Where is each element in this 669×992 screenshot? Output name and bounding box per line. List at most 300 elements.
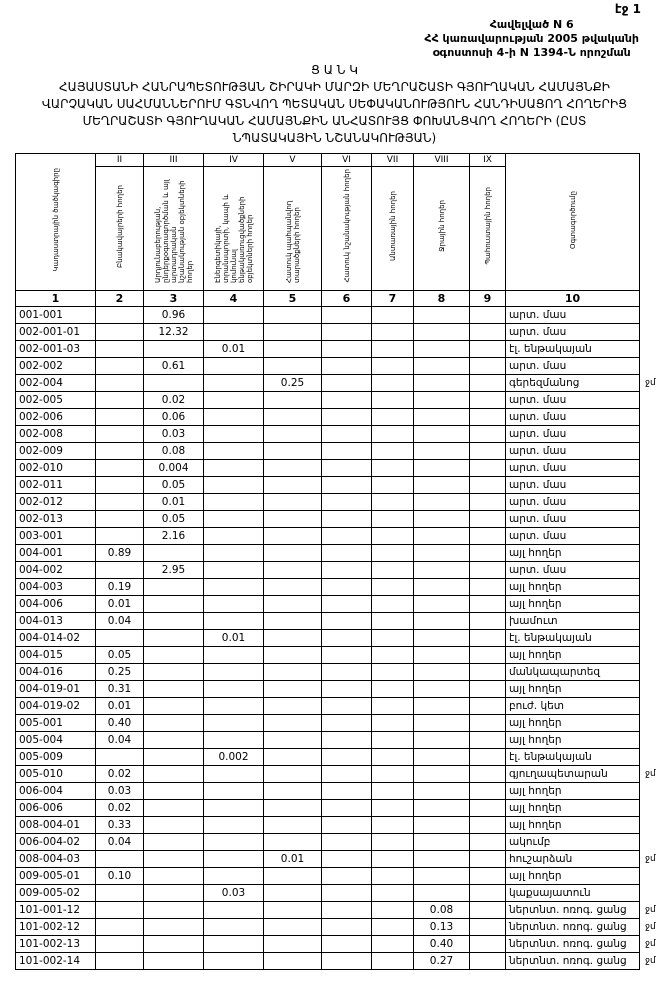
area-value — [264, 426, 322, 443]
area-value — [144, 936, 204, 953]
area-value: 0.13 — [414, 919, 470, 936]
table-row — [16, 749, 640, 766]
land-use: այլ հողեր — [506, 732, 640, 749]
area-value — [414, 341, 470, 358]
area-value — [264, 596, 322, 613]
area-value — [144, 732, 204, 749]
area-value — [322, 426, 372, 443]
column-header: Բնակավայրերի հողեր — [115, 184, 124, 268]
area-value — [96, 749, 144, 766]
column-header-cell — [96, 167, 144, 291]
area-value — [470, 919, 506, 936]
table-row — [16, 783, 640, 800]
area-value — [414, 834, 470, 851]
area-value — [144, 664, 204, 681]
area-value — [96, 443, 144, 460]
area-value — [372, 341, 414, 358]
area-value — [470, 766, 506, 783]
area-value: 0.25 — [96, 664, 144, 681]
cadastral-code: 101-002-12 — [16, 919, 96, 936]
land-use: արտ. մաս — [506, 494, 640, 511]
land-use: այլ հողեր — [506, 647, 640, 664]
area-value — [264, 834, 322, 851]
roman-numeral: IX — [470, 154, 506, 167]
cadastral-code: 002-001-01 — [16, 324, 96, 341]
table-row — [16, 936, 640, 953]
area-value — [204, 511, 264, 528]
area-value — [322, 409, 372, 426]
cadastral-code: 002-004 — [16, 375, 96, 392]
area-value — [372, 851, 414, 868]
area-value — [372, 664, 414, 681]
title-line: ՆՊԱՏԱԿԱՅԻՆ ՆՇԱՆԱԿՈՒԹՅԱՆ) — [232, 131, 437, 145]
area-value — [264, 664, 322, 681]
land-use: մանկապարտեզ — [506, 664, 640, 681]
area-value — [264, 919, 322, 936]
area-value — [264, 443, 322, 460]
area-value — [96, 851, 144, 868]
land-use: արտ. մաս — [506, 477, 640, 494]
area-value — [144, 341, 204, 358]
land-use: հուշարձան — [506, 851, 640, 868]
area-value — [204, 307, 264, 324]
land-use: արտ. մաս — [506, 528, 640, 545]
column-number: 4 — [204, 291, 264, 307]
area-value — [322, 868, 372, 885]
table-row — [16, 392, 640, 409]
area-value — [264, 800, 322, 817]
area-value — [322, 647, 372, 664]
area-value — [372, 834, 414, 851]
column-header: Հատուկ պահպանվող տարածքների հողեր — [284, 200, 301, 283]
area-value — [322, 698, 372, 715]
area-value — [144, 783, 204, 800]
area-value — [322, 885, 372, 902]
area-value — [372, 460, 414, 477]
area-value — [470, 511, 506, 528]
table-row — [16, 375, 640, 392]
title-line: Ց Ա Ն Կ — [310, 63, 359, 77]
area-value — [322, 613, 372, 630]
area-value — [204, 834, 264, 851]
area-value — [372, 715, 414, 732]
area-value — [372, 579, 414, 596]
area-value: 0.05 — [144, 511, 204, 528]
land-use: արտ. մաս — [506, 511, 640, 528]
area-value — [264, 885, 322, 902]
land-use: այլ հողեր — [506, 545, 640, 562]
land-use: արտ. մաս — [506, 392, 640, 409]
column-number: 8 — [414, 291, 470, 307]
area-value — [204, 698, 264, 715]
area-value — [204, 443, 264, 460]
area-value — [414, 324, 470, 341]
area-value: 2.95 — [144, 562, 204, 579]
area-value — [204, 715, 264, 732]
title-line: ՀԱՅԱՍՏԱՆԻ ՀԱՆՐԱՊԵՏՈՒԹՅԱՆ ՇԻՐԱԿԻ ՄԱՐԶԻ ՄԵՂՐԱՇԱՏԻ ԳՅՈՒՂԱԿԱՆ ՀԱՄԱՅՆՔԻ — [59, 80, 610, 94]
area-value — [470, 953, 506, 970]
land-use: այլ հողեր — [506, 800, 640, 817]
area-value — [144, 375, 204, 392]
area-value — [204, 596, 264, 613]
area-value — [96, 426, 144, 443]
area-value — [470, 494, 506, 511]
area-value: 0.01 — [204, 341, 264, 358]
land-use: այլ հողեր — [506, 868, 640, 885]
annex-line: Հավելված N 6 — [489, 18, 574, 31]
margin-mark: ջմ — [645, 853, 656, 864]
area-value — [372, 392, 414, 409]
area-value — [322, 936, 372, 953]
cadastral-code: 002-010 — [16, 460, 96, 477]
area-value — [372, 562, 414, 579]
area-value — [322, 460, 372, 477]
area-value — [204, 528, 264, 545]
area-value — [204, 562, 264, 579]
area-value: 0.19 — [96, 579, 144, 596]
cadastral-code: 004-014-02 — [16, 630, 96, 647]
land-use: այլ հողեր — [506, 579, 640, 596]
area-value — [372, 596, 414, 613]
area-value — [204, 902, 264, 919]
area-value — [322, 596, 372, 613]
area-value — [264, 936, 322, 953]
area-value — [204, 426, 264, 443]
area-value — [204, 477, 264, 494]
table-row — [16, 477, 640, 494]
land-table — [15, 153, 640, 970]
area-value — [372, 698, 414, 715]
margin-mark: ջմ — [645, 921, 656, 932]
area-value — [470, 460, 506, 477]
roman-row — [16, 154, 640, 167]
table-row — [16, 511, 640, 528]
table-row — [16, 851, 640, 868]
area-value — [372, 800, 414, 817]
table-row — [16, 358, 640, 375]
column-header: Օգտագործումը — [568, 191, 577, 249]
area-value — [96, 409, 144, 426]
area-value — [144, 885, 204, 902]
area-value — [264, 902, 322, 919]
land-use: խամուտ — [506, 613, 640, 630]
area-value — [414, 579, 470, 596]
area-value — [470, 783, 506, 800]
cadastral-code: 002-012 — [16, 494, 96, 511]
area-value: 0.01 — [144, 494, 204, 511]
area-value: 0.06 — [144, 409, 204, 426]
cadastral-code: 101-002-13 — [16, 936, 96, 953]
cadastral-code: 003-001 — [16, 528, 96, 545]
area-value — [372, 681, 414, 698]
area-value — [96, 392, 144, 409]
table-row — [16, 630, 640, 647]
area-value: 0.01 — [96, 698, 144, 715]
area-value — [470, 681, 506, 698]
land-use: արտ. մաս — [506, 562, 640, 579]
area-value — [204, 579, 264, 596]
area-value — [144, 868, 204, 885]
area-value — [414, 392, 470, 409]
area-value — [264, 681, 322, 698]
area-value — [96, 528, 144, 545]
area-value — [470, 307, 506, 324]
area-value — [96, 885, 144, 902]
area-value — [372, 613, 414, 630]
area-value — [414, 851, 470, 868]
area-value — [204, 919, 264, 936]
column-header-cell — [506, 154, 640, 291]
area-value: 0.40 — [96, 715, 144, 732]
area-value: 0.01 — [204, 630, 264, 647]
cadastral-code: 004-002 — [16, 562, 96, 579]
area-value — [322, 443, 372, 460]
area-value: 0.01 — [96, 596, 144, 613]
area-value: 12.32 — [144, 324, 204, 341]
area-value — [96, 902, 144, 919]
cadastral-code: 001-001 — [16, 307, 96, 324]
column-number: 2 — [96, 291, 144, 307]
area-value — [264, 613, 322, 630]
cadastral-code: 004-003 — [16, 579, 96, 596]
area-value — [264, 647, 322, 664]
area-value — [322, 715, 372, 732]
area-value — [264, 562, 322, 579]
area-value — [96, 460, 144, 477]
area-value — [322, 392, 372, 409]
area-value — [322, 817, 372, 834]
land-use: էլ. ենթակայան — [506, 630, 640, 647]
column-header: Անտառային հողեր — [388, 191, 397, 261]
area-value: 0.004 — [144, 460, 204, 477]
area-value — [372, 375, 414, 392]
area-value — [470, 664, 506, 681]
area-value — [414, 749, 470, 766]
area-value — [96, 919, 144, 936]
cadastral-code: 004-016 — [16, 664, 96, 681]
area-value — [96, 341, 144, 358]
area-value — [470, 800, 506, 817]
table-row — [16, 885, 640, 902]
column-number: 6 — [322, 291, 372, 307]
cadastral-code: 002-001-03 — [16, 341, 96, 358]
area-value — [204, 936, 264, 953]
area-value — [470, 545, 506, 562]
area-value — [470, 613, 506, 630]
cadastral-code: 008-004-01 — [16, 817, 96, 834]
roman-numeral: VIII — [414, 154, 470, 167]
cadastral-code: 004-001 — [16, 545, 96, 562]
area-value — [372, 477, 414, 494]
area-value: 0.89 — [96, 545, 144, 562]
area-value — [144, 800, 204, 817]
margin-mark: ջմ — [645, 955, 656, 966]
area-value — [322, 375, 372, 392]
area-value — [470, 868, 506, 885]
area-value — [96, 936, 144, 953]
area-value — [264, 868, 322, 885]
area-value — [470, 851, 506, 868]
area-value — [414, 732, 470, 749]
area-value — [322, 919, 372, 936]
land-use: այլ հողեր — [506, 715, 640, 732]
land-use: ներտնտ. ոռոգ. ցանց — [506, 936, 640, 953]
area-value — [414, 562, 470, 579]
table-row — [16, 664, 640, 681]
table-row — [16, 596, 640, 613]
area-value — [144, 953, 204, 970]
area-value — [470, 562, 506, 579]
area-value: 0.25 — [264, 375, 322, 392]
area-value — [96, 562, 144, 579]
area-value — [204, 732, 264, 749]
column-header: Հատուկ նշանակության հողեր — [342, 169, 351, 283]
area-value — [264, 477, 322, 494]
area-value — [414, 528, 470, 545]
cadastral-code: 002-006 — [16, 409, 96, 426]
table-row — [16, 800, 640, 817]
area-value — [264, 715, 322, 732]
area-value: 0.31 — [96, 681, 144, 698]
cadastral-code: 004-019-02 — [16, 698, 96, 715]
area-value — [204, 868, 264, 885]
land-use: այլ հողեր — [506, 596, 640, 613]
land-use: էլ. ենթակայան — [506, 341, 640, 358]
area-value: 0.04 — [96, 732, 144, 749]
area-value — [144, 698, 204, 715]
area-value — [204, 392, 264, 409]
area-value — [96, 307, 144, 324]
area-value — [322, 545, 372, 562]
land-use: կաքսայատուն — [506, 885, 640, 902]
area-value — [414, 630, 470, 647]
area-value — [414, 698, 470, 715]
area-value — [414, 783, 470, 800]
table-row — [16, 426, 640, 443]
area-value — [264, 579, 322, 596]
table-row — [16, 341, 640, 358]
area-value — [144, 919, 204, 936]
area-value — [372, 902, 414, 919]
area-value — [144, 817, 204, 834]
column-header: Արդյունաբերության, ընդերքօգտագործման և այլ արտադրական նշանակության օբյեկտների հողեր — [153, 179, 194, 283]
area-value — [322, 766, 372, 783]
area-value: 0.08 — [144, 443, 204, 460]
area-value — [414, 545, 470, 562]
area-value — [414, 375, 470, 392]
land-use: արտ. մաս — [506, 409, 640, 426]
area-value — [372, 749, 414, 766]
cadastral-code: 002-005 — [16, 392, 96, 409]
area-value — [372, 783, 414, 800]
area-value — [470, 715, 506, 732]
area-value — [372, 630, 414, 647]
area-value — [372, 936, 414, 953]
land-use: ներտնտ. ոռոգ. ցանց — [506, 953, 640, 970]
area-value — [204, 766, 264, 783]
area-value — [414, 358, 470, 375]
area-value — [264, 749, 322, 766]
cadastral-code: 008-004-03 — [16, 851, 96, 868]
area-value — [322, 307, 372, 324]
area-value — [470, 341, 506, 358]
area-value — [264, 528, 322, 545]
area-value — [470, 749, 506, 766]
area-value — [264, 358, 322, 375]
table-row — [16, 834, 640, 851]
land-use: գերեզմանոց — [506, 375, 640, 392]
column-header: Ջրային հողեր — [437, 200, 446, 252]
roman-numeral: II — [96, 154, 144, 167]
area-value — [144, 596, 204, 613]
area-value — [204, 783, 264, 800]
land-use: ակումբ — [506, 834, 640, 851]
area-value — [470, 647, 506, 664]
area-value — [372, 443, 414, 460]
area-value — [470, 902, 506, 919]
annex-note — [424, 18, 639, 60]
table-row — [16, 766, 640, 783]
area-value — [372, 528, 414, 545]
land-use: գյուղապետարան — [506, 766, 640, 783]
area-value — [470, 409, 506, 426]
land-use: արտ. մաս — [506, 307, 640, 324]
table-row — [16, 732, 640, 749]
area-value — [204, 545, 264, 562]
table-row — [16, 579, 640, 596]
area-value: 0.002 — [204, 749, 264, 766]
area-value — [470, 834, 506, 851]
area-value — [470, 732, 506, 749]
area-value — [322, 800, 372, 817]
cadastral-code: 006-004 — [16, 783, 96, 800]
column-header: Կադաստրային ծածկագիրը — [51, 168, 60, 272]
area-value — [264, 817, 322, 834]
cadastral-code: 005-001 — [16, 715, 96, 732]
area-value — [414, 647, 470, 664]
table-row — [16, 817, 640, 834]
area-value — [204, 375, 264, 392]
area-value — [96, 358, 144, 375]
area-value — [264, 766, 322, 783]
roman-numeral: V — [264, 154, 322, 167]
area-value — [264, 545, 322, 562]
column-header-cell — [204, 167, 264, 291]
area-value — [204, 851, 264, 868]
area-value — [204, 647, 264, 664]
area-value — [264, 409, 322, 426]
cadastral-code: 002-013 — [16, 511, 96, 528]
area-value — [372, 868, 414, 885]
land-use: բուժ. կետ — [506, 698, 640, 715]
area-value — [264, 324, 322, 341]
area-value — [470, 936, 506, 953]
area-value — [414, 307, 470, 324]
area-value — [414, 766, 470, 783]
area-value: 0.03 — [96, 783, 144, 800]
area-value: 0.33 — [96, 817, 144, 834]
area-value — [144, 545, 204, 562]
annex-line: ՀՀ կառավարության 2005 թվականի — [424, 32, 639, 45]
area-value: 0.02 — [96, 800, 144, 817]
area-value — [322, 834, 372, 851]
land-use: արտ. մաս — [506, 426, 640, 443]
document-title — [0, 62, 669, 147]
area-value — [322, 477, 372, 494]
area-value — [470, 528, 506, 545]
cadastral-code: 004-013 — [16, 613, 96, 630]
column-header-cell — [414, 167, 470, 291]
